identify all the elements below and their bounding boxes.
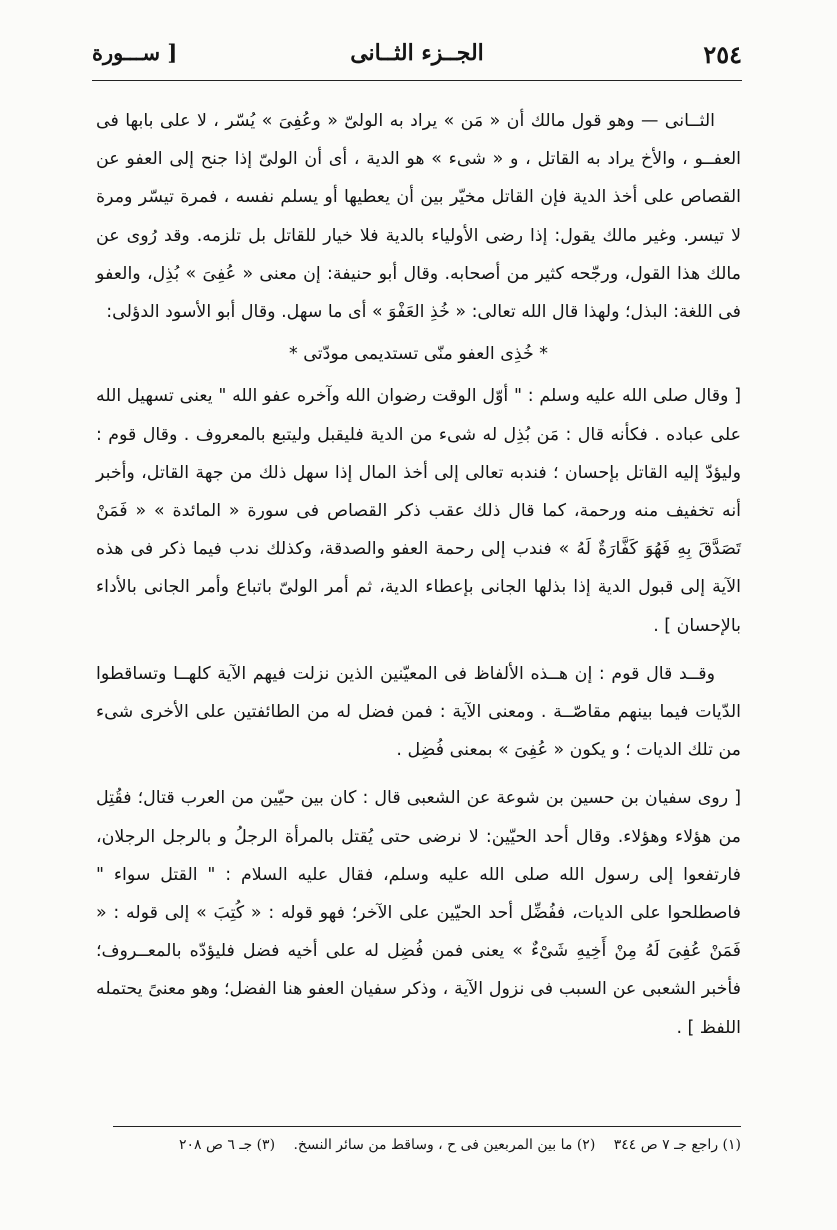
page-body: [96, 102, 741, 1047]
header-rule: [92, 80, 742, 81]
verse-line: * خُذِى العفو منّى تستديمى مودّتى *: [289, 344, 548, 365]
paragraph: وقــد قال قوم : إن هــذه الألفاظ فى المعيّنين الذين نزلت فيهم الآية كلهــا وتساقطوا الدّيات فيما بينهم مقاصّــة . ومعنى الآية : فمن فضل له من الطائفتين على الأخرى شىء من تلك الديات ؛ و يكون « عُفِىَ » بمعنى فُضِل .: [96, 663, 741, 761]
page-header: [92, 38, 742, 74]
paragraph: [ روى سفيان بن حسين بن شوعة عن الشعبى قال : كان بين حيّين من العرب قتال؛ فقُتِل من هؤلاء وهؤلاء. وقال أحد الحيّين: لا نرضى حتى يُقتل بالمرأة الرجلُ و بالرجل الرجلان، فارتفعوا إلى رسول الله صلى الله عليه وسلم، فقال عليه السلام : " القتل سواء " فاصطلحوا على الديات، ففُضِّل أحد الحيّين على الآخر؛ فهو قوله : « كُتِبَ » إلى قوله : « فَمَنْ عُفِىَ لَهُ مِنْ أَخِيهِ شَىْءٌ » يعنى فمن فُضِل له على أخيه فضل فليؤدّه بالمعــروف؛ فأخبر الشعبى عن السبب فى نزول الآية ، وذكر سفيان العفو هنا الفضل؛ وهو معنىً يحتمله اللفظ ] .: [96, 788, 741, 1038]
paragraph: [ وقال صلى الله عليه وسلم : " أوّل الوقت رضوان الله وآخره عفو الله " يعنى تسهيل الله على عباده . فكأنه قال : مَن بُذِل له شىء من الدية فليقبل وليتبع بالمعروف . وقال قوم : وليؤدّ إليه القاتل بإحسان ؛ فندبه تعالى إلى أخذ المال إذا سهل ذلك من جهة القاتل، وأخبر أنه تخفيف منه ورحمة، كما قال ذلك عقب ذكر القصاص فى سورة « المائدة » « فَمَنْ تَصَدَّقَ بِهِ فَهُوَ كَفَّارَةٌ لَهُ » فندب إلى رحمة العفو والصدقة، وكذلك ندب فيما ذكر فى هذه الآية إلى قبول الدية إذا بذلها الجانى بإعطاء الدية، ثم أمر الولىّ باتباع وأمر الجانى بالأداء بالإحسان ] .: [96, 386, 741, 636]
footnote: (٢) ما بين المربعين فى ح ، وساقط من سائر النسخ.: [293, 1137, 596, 1153]
sura-label: [ ســـورة: [92, 40, 178, 65]
volume-title: الجــزء الثــانى: [350, 40, 484, 66]
footnotes: [96, 1133, 741, 1157]
footnote: (٣) جـ ٦ ص ٢٠٨: [178, 1137, 276, 1153]
page-number: ٢٥٤: [703, 40, 742, 69]
footnote-rule: [113, 1126, 741, 1127]
footnote: (١) راجع جـ ٧ ص ٣٤٤: [613, 1137, 741, 1153]
paragraph: الثــانى — وهو قول مالك أن « مَن » يراد به الولىّ « وعُفِىَ » يُسّر ، لا على بابها فى العفــو ، والأخ يراد به القاتل ، و « شىء » هو الدية ، أى أن الولىّ إذا جنح إلى العفو عن القصاص على أخذ الدية فإن القاتل مخيّر بين أن يعطيها أو يسلم نفسه ، فمرة تيسّر ومرة لا تيسر. وغير مالك يقول: إذا رضى الأولياء بالدية فلا خيار للقاتل بل تلزمه. وقد رُوى عن مالك هذا القول، ورجّحه كثير من أصحابه. وقال أبو حنيفة: إن معنى « عُفِىَ » بُذِل، والعفو فى اللغة: البذل؛ ولهذا قال الله تعالى: « خُذِ العَفْوَ » أى ما سهل. وقال أبو الأسود الدؤلى:: [96, 111, 741, 323]
